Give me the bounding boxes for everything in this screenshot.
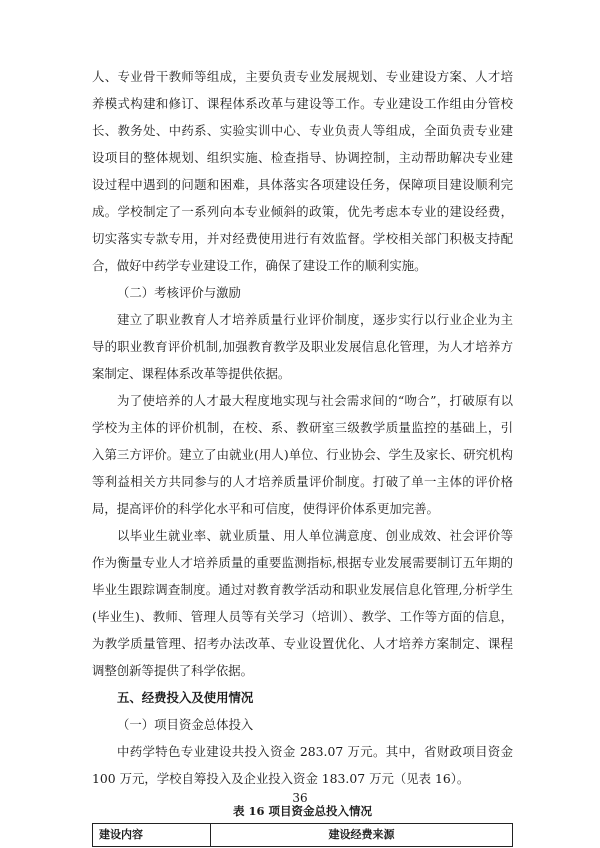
table-header-row [93,824,513,847]
paragraph-team-structure: 人、专业骨干教师等组成，主要负责专业发展规划、专业建设方案、人才培养模式构建和修订、课程体系改革与建设等工作。专业建设工作组由分管校长、教务处、中药系、实验实训中心、专业负责人等组成，全面负责专业建设项目的整体规划、组织实施、检查指导、协调控制，主动帮助解决专业建设过程中遇到的问题和困难，具体落实各项建设任务，保障项目建设顺利完成。学校制定了一系列向本专业倾斜的政策，优先考虑本专业的建设经费，切实落实专款专用，并对经费使用进行有效监督。学校相关部门积极支持配合，做好中药学专业建设工作，确保了建设工作的顺利实施。 [92,69,513,273]
funding-table [92,823,513,847]
table-header-content: 建设内容 [93,824,211,847]
page-number: 36 [292,791,308,805]
paragraph-monitoring-indicators: 以毕业生就业率、就业质量、用人单位满意度、创业成效、社会评价等作为衡量专业人才培养质量的重要监测指标,根据专业发展需要制订五年期的毕业生跟踪调查制度。通过对教育教学活动和职业发展信息化管理,分析学生(毕业生)、教师、管理人员等有关学习（培训）、教学、工作等方面的信息，为教学质量管理、招考办法改革、专业设置优化、人才培养方案制定、课程调整创新等提供了科学依据。 [92,528,513,678]
paragraph-third-party-evaluation: 为了使培养的人才最大程度地实现与社会需求间的“吻合”，打破原有以学校为主体的评价机制，在校、系、教研室三级教学质量监控的基础上，引入第三方评价。建立了由就业(用人)单位、行业协会、学生及家长、研究机构等利益相关方共同参与的人才培养质量评价制度。打破了单一主体的评价格局，提高评价的科学化水平和可信度，使得评价体系更加完善。 [92,393,513,516]
paragraph-evaluation-system: 建立了职业教育人才培养质量行业评价制度，逐步实行以行业企业为主导的职业教育评价机制,加强教育教学及职业发展信息化管理，为人才培养方案制定、课程体系改革等提供依据。 [92,312,513,381]
page-body [92,63,513,847]
section-heading-funding: 五、经费投入及使用情况 [117,690,254,705]
paragraph-investment-amount: 中药学特色专业建设共投入资金 283.07 万元。其中，省财政项目资金 100 万元，学校自筹投入及企业投入资金 183.07 万元（见表 16）。 [92,744,513,786]
table-caption: 表 16 项目资金总投入情况 [232,804,372,818]
table-header-funding-source: 建设经费来源 [211,824,513,847]
subsection-heading-total-investment: （一）项目资金总体投入 [117,717,254,732]
section-heading-evaluation: （二）考核评价与激励 [117,285,241,300]
